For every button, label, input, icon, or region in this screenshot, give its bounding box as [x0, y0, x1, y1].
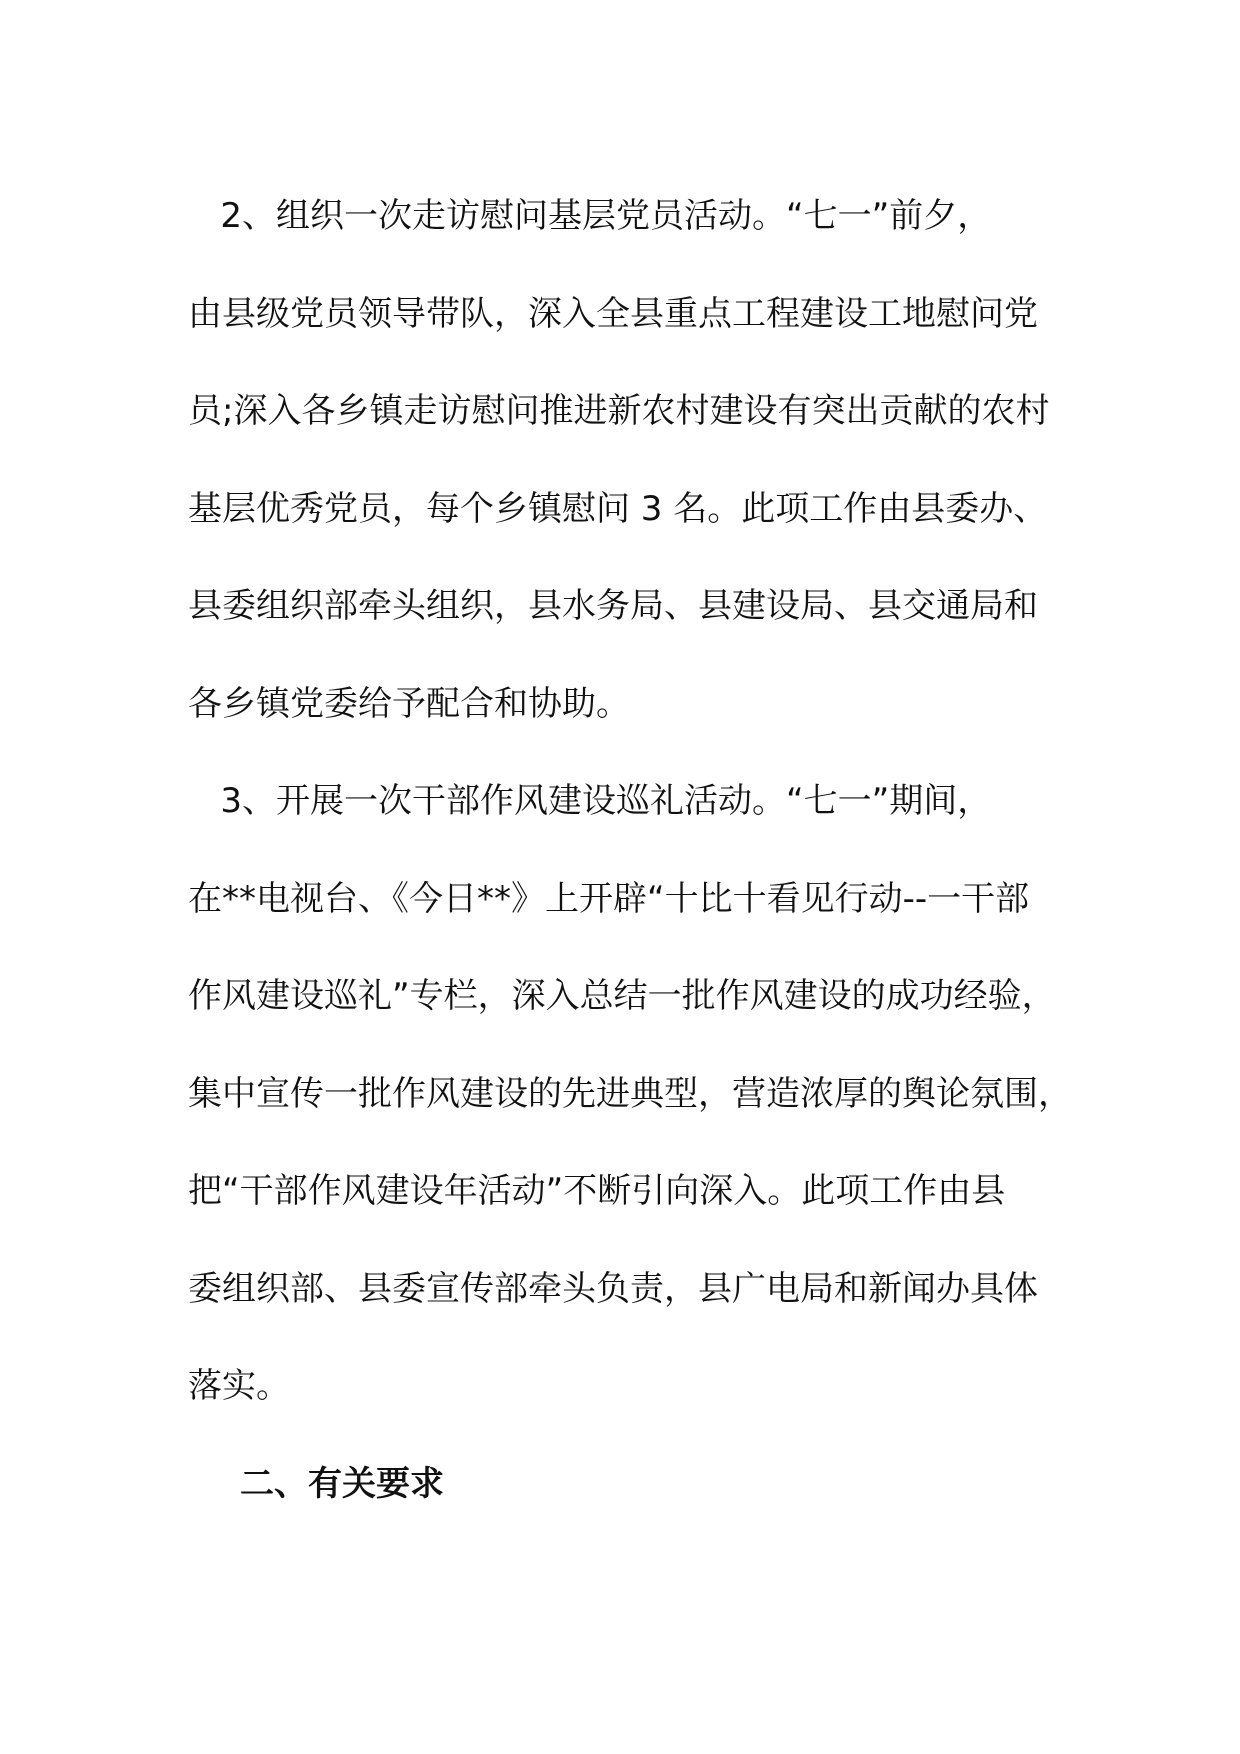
- document-body: [188, 168, 1072, 1533]
- text-line: 2、组织一次走访慰问基层党员活动。“七一”前夕，: [188, 196, 992, 236]
- text-line: 员;深入各乡镇走访慰问推进新农村建设有突出贡献的农村: [188, 391, 1050, 431]
- paragraph-item-2: [188, 168, 1050, 753]
- text-line: 把“干部作风建设年活动”不断引向深入。此项工作由县: [188, 1171, 1006, 1211]
- text-line: 委组织部、县委宣传部牵头负责，县广电局和新闻办具体: [188, 1268, 1038, 1309]
- text-line: 集中宣传一批作风建设的先进典型，营造浓厚的舆论氛围，: [188, 1073, 1072, 1114]
- text-line: 3、开展一次干部作风建设巡礼活动。“七一”期间，: [188, 781, 992, 821]
- text-line: 在**电视台、《今日**》上开辟“十比十看见行动--一干部: [188, 878, 1030, 919]
- text-line: 作风建设巡礼”专栏，深入总结一批作风建设的成功经验，: [188, 976, 1056, 1016]
- text-line: 各乡镇党委给予配合和协助。: [188, 683, 630, 724]
- text-line: 基层优秀党员，每个乡镇慰问 3 名。此项工作由县委办、: [188, 488, 1048, 529]
- text-line: 由县级党员领导带队，深入全县重点工程建设工地慰问党: [188, 293, 1038, 334]
- paragraph-item-3: [188, 753, 1072, 1436]
- section-heading: 二、有关要求: [240, 1463, 444, 1504]
- text-line: 落实。: [188, 1366, 290, 1406]
- text-line: 县委组织部牵头组织，县水务局、县建设局、县交通局和: [188, 586, 1038, 626]
